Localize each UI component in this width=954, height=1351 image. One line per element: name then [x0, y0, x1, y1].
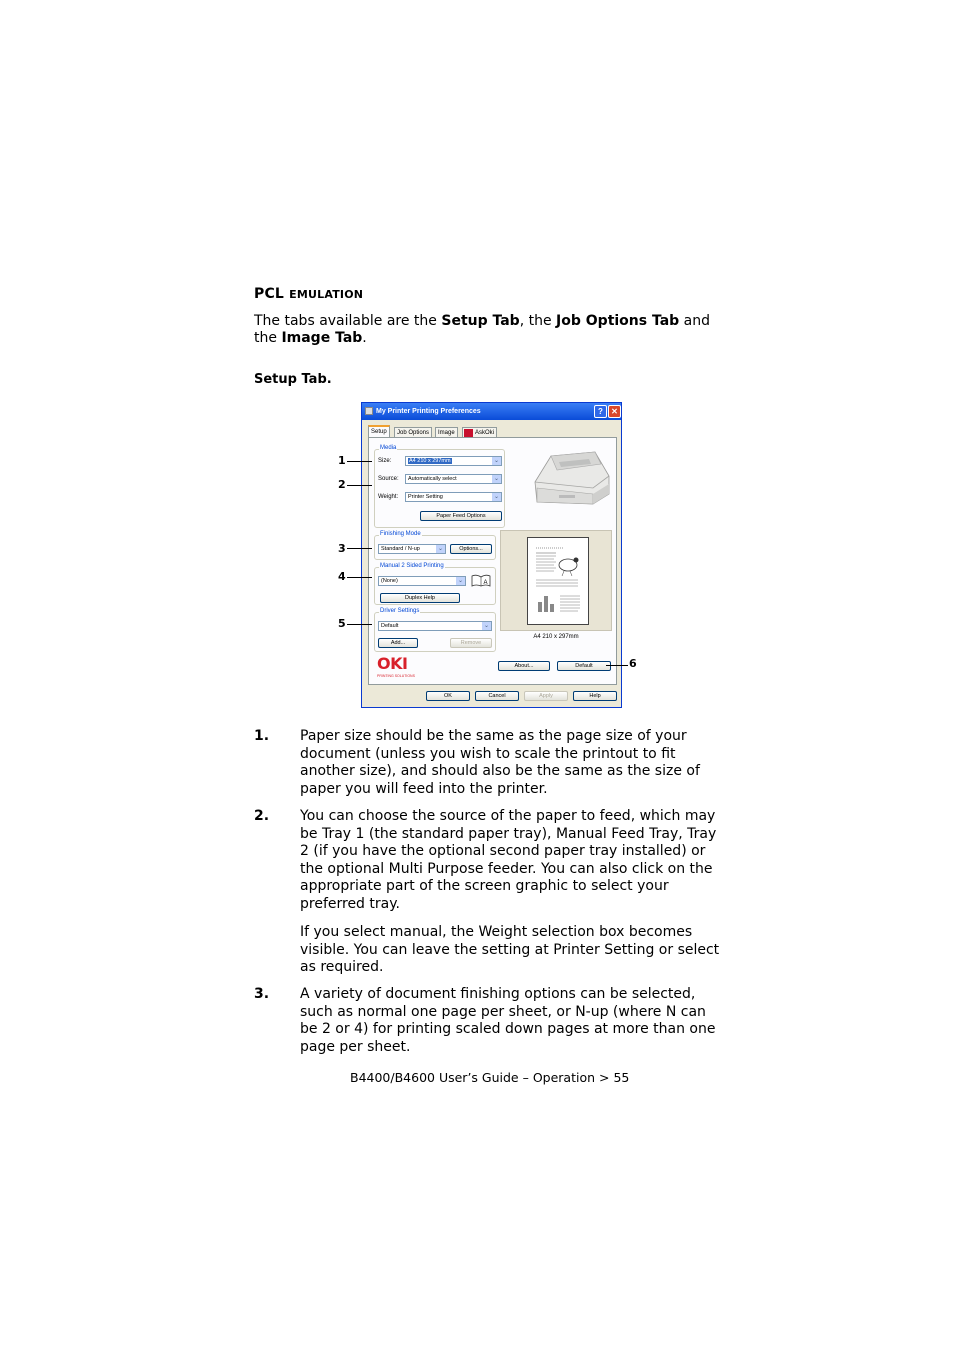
intro-setup-tab: Setup Tab — [441, 313, 520, 329]
finishing-mode-group — [374, 531, 496, 560]
printer-graphic[interactable] — [529, 444, 613, 522]
tab-askoki-label: AskOki — [475, 430, 495, 436]
add-button[interactable]: Add... — [378, 638, 418, 648]
help-icon[interactable]: ? — [594, 405, 607, 418]
weight-value: Printer Setting — [408, 494, 443, 500]
manual-2-sided-value: (None) — [381, 578, 398, 584]
help-button[interactable]: Help — [573, 691, 617, 701]
section-heading — [254, 286, 363, 302]
preview-page-graphic — [528, 538, 588, 624]
ok-button[interactable]: OK — [426, 691, 470, 701]
heading-pcl: PCL — [254, 286, 285, 302]
item-2-text: You can choose the source of the paper to feed, which may be Tray 1 (the standard paper tray), Manual Feed Tray, Tray 2 (if you have the optional second paper tray installed) or the optional Multi Purpose feeder. You can also click on the appropriate part of the screen graphic to select your preferred tray. — [300, 808, 717, 912]
intro-text-3: and the — [254, 313, 710, 346]
size-select[interactable] — [405, 456, 502, 466]
source-value: Automatically select — [408, 476, 457, 482]
size-label: Size: — [378, 458, 392, 464]
intro-job-options-tab: Job Options Tab — [556, 313, 680, 329]
item-2-note: If you select manual, the Weight selection box becomes visible. You can leave the setting at Printer Setting or select as required. — [300, 924, 720, 976]
tab-setup[interactable]: Setup — [368, 425, 390, 438]
intro-image-tab: Image Tab — [281, 330, 363, 346]
callout-4-line — [347, 577, 372, 578]
setup-panel — [368, 437, 617, 685]
item-1-text: Paper size should be the same as the page size of your document (unless you wish to scale the printout to fit another size), and should also be the same as the size of paper you will feed into the printer. — [300, 728, 700, 797]
duplex-help-button[interactable]: Duplex Help — [380, 593, 460, 603]
callout-5: 5 — [338, 617, 346, 630]
callout-6: 6 — [629, 657, 637, 670]
finishing-mode-value: Standard / N-up — [381, 546, 420, 552]
item-3-number: 3. — [254, 986, 270, 1002]
media-group — [374, 445, 505, 528]
intro-text-4: . — [362, 330, 367, 346]
chevron-down-icon: ⌄ — [437, 546, 444, 552]
callout-3-line — [347, 548, 372, 549]
svg-text:A: A — [483, 580, 488, 586]
preview-page — [527, 537, 589, 625]
tab-image[interactable]: Image — [435, 427, 458, 437]
callout-3: 3 — [338, 542, 346, 555]
close-icon[interactable]: ✕ — [608, 405, 621, 418]
book-icon — [471, 574, 491, 587]
driver-settings-label: Driver Settings — [380, 608, 420, 614]
oki-logo: OKI — [377, 654, 408, 673]
finishing-mode-select[interactable] — [378, 544, 446, 554]
callout-2-line — [347, 485, 372, 486]
preview-size-label: A4 210 x 297mm — [533, 634, 579, 640]
intro-text-1: The tabs available are the — [254, 313, 442, 329]
callout-2: 2 — [338, 478, 346, 491]
chevron-down-icon: ⌄ — [493, 476, 500, 482]
chevron-down-icon: ⌄ — [457, 578, 464, 584]
callout-4: 4 — [338, 570, 346, 583]
chevron-down-icon: ⌄ — [493, 494, 500, 500]
callout-1: 1 — [338, 454, 346, 467]
paper-feed-options-button[interactable]: Paper Feed Options — [420, 511, 502, 521]
intro-text-2: , the — [519, 313, 557, 329]
item-1-number: 1. — [254, 728, 270, 744]
dialog-title: My Printer Printing Preferences — [376, 408, 481, 415]
page-preview — [500, 530, 612, 631]
media-group-label: Media — [380, 445, 397, 451]
about-button[interactable]: About... — [498, 661, 550, 671]
driver-settings-value: Default — [381, 623, 399, 629]
apply-button[interactable]: Apply — [524, 691, 568, 701]
oki-logo-subtitle: PRINTING SOLUTIONS — [377, 674, 415, 678]
tab-askoki[interactable] — [462, 427, 497, 437]
printer-icon — [365, 407, 373, 415]
info-icon — [464, 429, 473, 437]
manual-2-sided-select[interactable] — [378, 576, 466, 586]
manual-2-sided-group — [374, 563, 496, 605]
chevron-down-icon: ⌄ — [483, 623, 490, 629]
intro-paragraph — [254, 313, 734, 347]
page-footer: B4400/B4600 User’s Guide – Operation > 55 — [350, 1070, 630, 1085]
weight-label: Weight: — [378, 494, 399, 500]
default-button[interactable]: Default — [557, 661, 611, 671]
cancel-button[interactable]: Cancel — [475, 691, 519, 701]
item-2-number: 2. — [254, 808, 270, 824]
callout-6-line — [606, 665, 628, 666]
source-label: Source: — [378, 476, 399, 482]
weight-select[interactable] — [405, 492, 502, 502]
finishing-mode-label: Finishing Mode — [380, 531, 421, 537]
source-select[interactable] — [405, 474, 502, 484]
callout-1-line — [347, 461, 372, 462]
size-value: A4 210 x 297mm — [409, 458, 451, 464]
heading-emulation: EMULATION — [289, 288, 364, 301]
callout-5-line — [347, 624, 372, 625]
driver-settings-group — [374, 608, 496, 652]
finishing-options-button[interactable]: Options... — [450, 544, 492, 554]
chevron-down-icon: ⌄ — [493, 458, 500, 464]
subheading-setup-tab: Setup Tab. — [254, 372, 332, 387]
driver-settings-select[interactable] — [378, 621, 492, 631]
dialog-titlebar — [362, 403, 621, 420]
manual-2-sided-label: Manual 2 Sided Printing — [380, 563, 444, 569]
tab-job-options[interactable]: Job Options — [394, 427, 432, 437]
printing-preferences-dialog — [361, 402, 622, 708]
item-3-text: A variety of document finishing options can be selected, such as normal one page per sheet, or N-up (where N can be 2 or 4) for printing scaled down pages at more than one page per sheet. — [300, 986, 716, 1055]
remove-button[interactable]: Remove — [450, 638, 492, 648]
